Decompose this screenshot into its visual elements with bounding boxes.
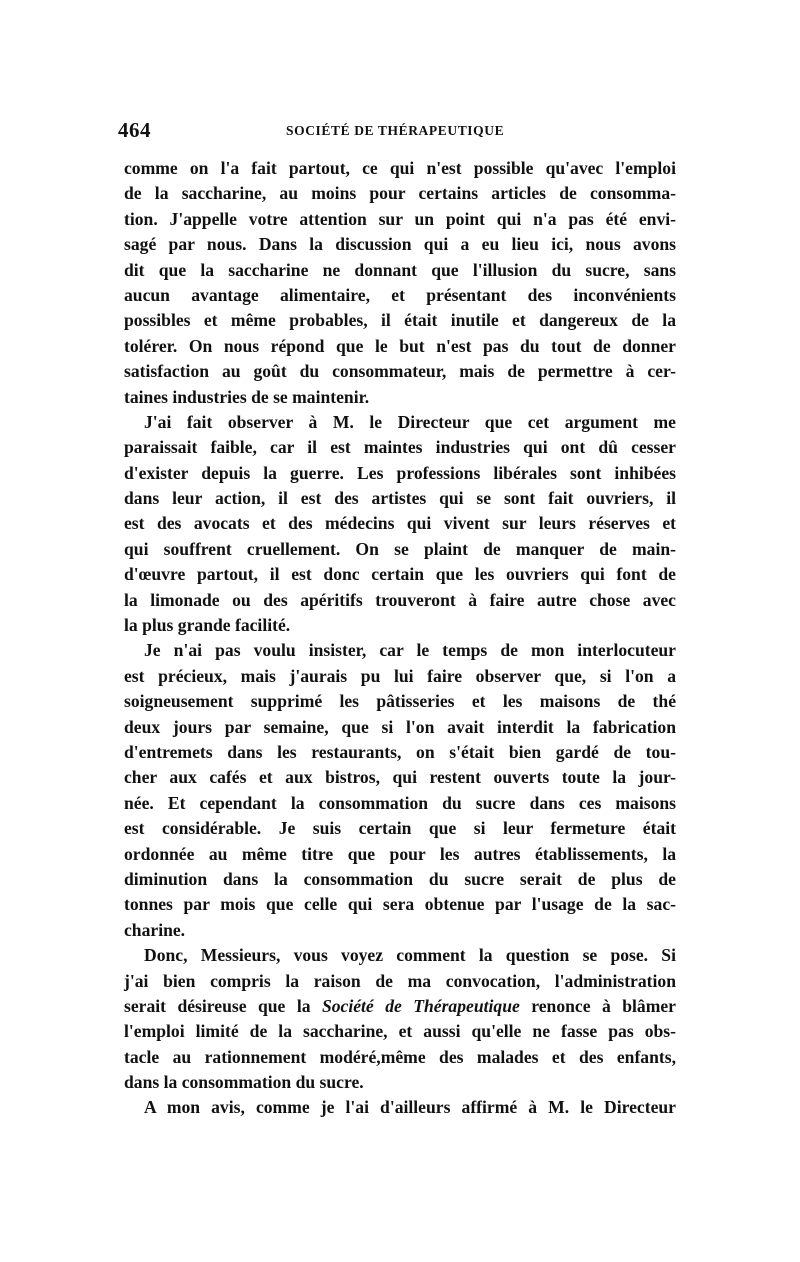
text-line [124,994,676,1019]
text-segment: d'entremets dans les restaurants, on s'était bien gardé de tou- [124,741,676,762]
text-segment: comme on l'a fait partout, ce qui n'est possible qu'avec l'emploi [124,158,676,178]
text-line [124,562,676,587]
text-line [124,232,676,257]
text-segment: aucun avantage alimentaire, et présentant des inconvénients [124,284,676,305]
text-line [124,359,676,384]
text-line [124,613,676,638]
text-segment: A mon avis, comme je l'ai d'ailleurs affirmé à M. le Directeur [144,1097,676,1118]
page-number: 464 [118,118,151,142]
body-text [124,156,676,1121]
text-segment: est des avocats et des médecins qui vivent sur leurs réserves et [124,513,676,534]
text-line [124,689,676,714]
text-segment: sagé par nous. Dans la discussion qui a eu lieu ici, nous avons [124,234,676,255]
text-segment: diminution dans la consommation du sucre serait de plus de [124,868,676,889]
text-segment: d'œuvre partout, il est donc certain que les ouvriers qui font de [124,564,676,585]
text-segment: deux jours par semaine, que si l'on avait interdit la fabrication [124,716,676,737]
text-segment: j'ai bien compris la raison de ma convocation, l'administration [124,970,676,991]
text-segment: paraissait faible, car il est maintes industries qui ont dû cesser [124,437,676,458]
text-segment: est considérable. Je suis certain que si leur fermeture était [124,818,676,839]
text-segment: est précieux, mais j'aurais pu lui faire observer que, si l'on a [124,665,676,686]
text-line [124,156,676,181]
text-line [124,740,676,765]
text-line [124,638,676,663]
text-segment: renonce à blâmer [519,995,676,1016]
text-segment: dit que la saccharine ne donnant que l'illusion du sucre, sans [124,259,676,280]
text-segment: soigneusement supprimé les pâtisseries et les maisons de thé [124,691,676,712]
text-line [124,918,676,943]
text-line [124,334,676,359]
text-line [124,943,676,968]
text-segment: d'exister depuis la guerre. Les professions libérales sont inhibées [124,462,676,483]
text-segment: dans leur action, il est des artistes qui se sont fait ouvriers, il [124,488,676,509]
text-segment: ordonnée au même titre que pour les autres établissements, la [124,843,676,864]
text-line [124,816,676,841]
text-line [124,1019,676,1044]
text-segment: Donc, Messieurs, vous voyez comment la question se pose. Si [144,945,676,966]
text-line [124,181,676,206]
text-line [124,537,676,562]
italic-text: Société de Thérapeutique [321,995,520,1016]
text-line [124,308,676,333]
text-line [124,385,676,410]
text-segment: tolérer. On nous répond que le but n'est pas du tout de donner [124,335,676,356]
text-segment: taines industries de se maintenir. [124,386,370,407]
text-line [124,664,676,689]
text-line [124,1045,676,1070]
text-line [124,283,676,308]
text-line [124,791,676,816]
running-title: SOCIÉTÉ DE THÉRAPEUTIQUE [286,123,505,138]
text-segment: possibles et même probables, il était inutile et dangereux de la [124,310,676,331]
text-segment: charine. [124,919,186,940]
text-segment: tonnes par mois que celle qui sera obtenue par l'usage de la sac- [124,894,676,915]
text-segment: de la saccharine, au moins pour certains articles de consomma- [124,183,676,204]
text-line [124,258,676,283]
text-line [124,892,676,917]
text-line [124,1095,676,1120]
page-header [118,118,678,142]
text-line [124,969,676,994]
text-segment: dans la consommation du sucre. [124,1072,364,1093]
text-line [124,486,676,511]
text-segment: la limonade ou des apéritifs trouveront à faire autre chose avec [124,589,676,610]
text-line [124,867,676,892]
text-line [124,410,676,435]
text-line [124,1070,676,1095]
text-segment: cher aux cafés et aux bistros, qui restent ouverts toute la jour- [124,767,676,788]
text-line [124,842,676,867]
text-segment: la plus grande facilité. [124,615,291,636]
text-segment: tion. J'appelle votre attention sur un point qui n'a pas été envi- [124,208,676,229]
text-segment: tacle au rationnement modéré,même des malades et des enfants, [124,1046,676,1067]
text-line [124,715,676,740]
text-segment: née. Et cependant la consommation du sucre dans ces maisons [124,792,676,813]
text-segment: l'emploi limité de la saccharine, et aussi qu'elle ne fasse pas obs- [124,1021,676,1042]
text-line [124,435,676,460]
text-segment: J'ai fait observer à M. le Directeur que cet argument me [144,411,676,432]
text-line [124,765,676,790]
text-segment: Je n'ai pas voulu insister, car le temps de mon interlocuteur [144,640,676,661]
text-segment: satisfaction au goût du consommateur, mais de permettre à cer- [124,361,676,382]
text-line [124,461,676,486]
text-line [124,511,676,536]
text-segment: qui souffrent cruellement. On se plaint de manquer de main- [124,538,676,559]
text-segment: serait désireuse que la [124,995,322,1016]
text-line [124,207,676,232]
text-line [124,588,676,613]
